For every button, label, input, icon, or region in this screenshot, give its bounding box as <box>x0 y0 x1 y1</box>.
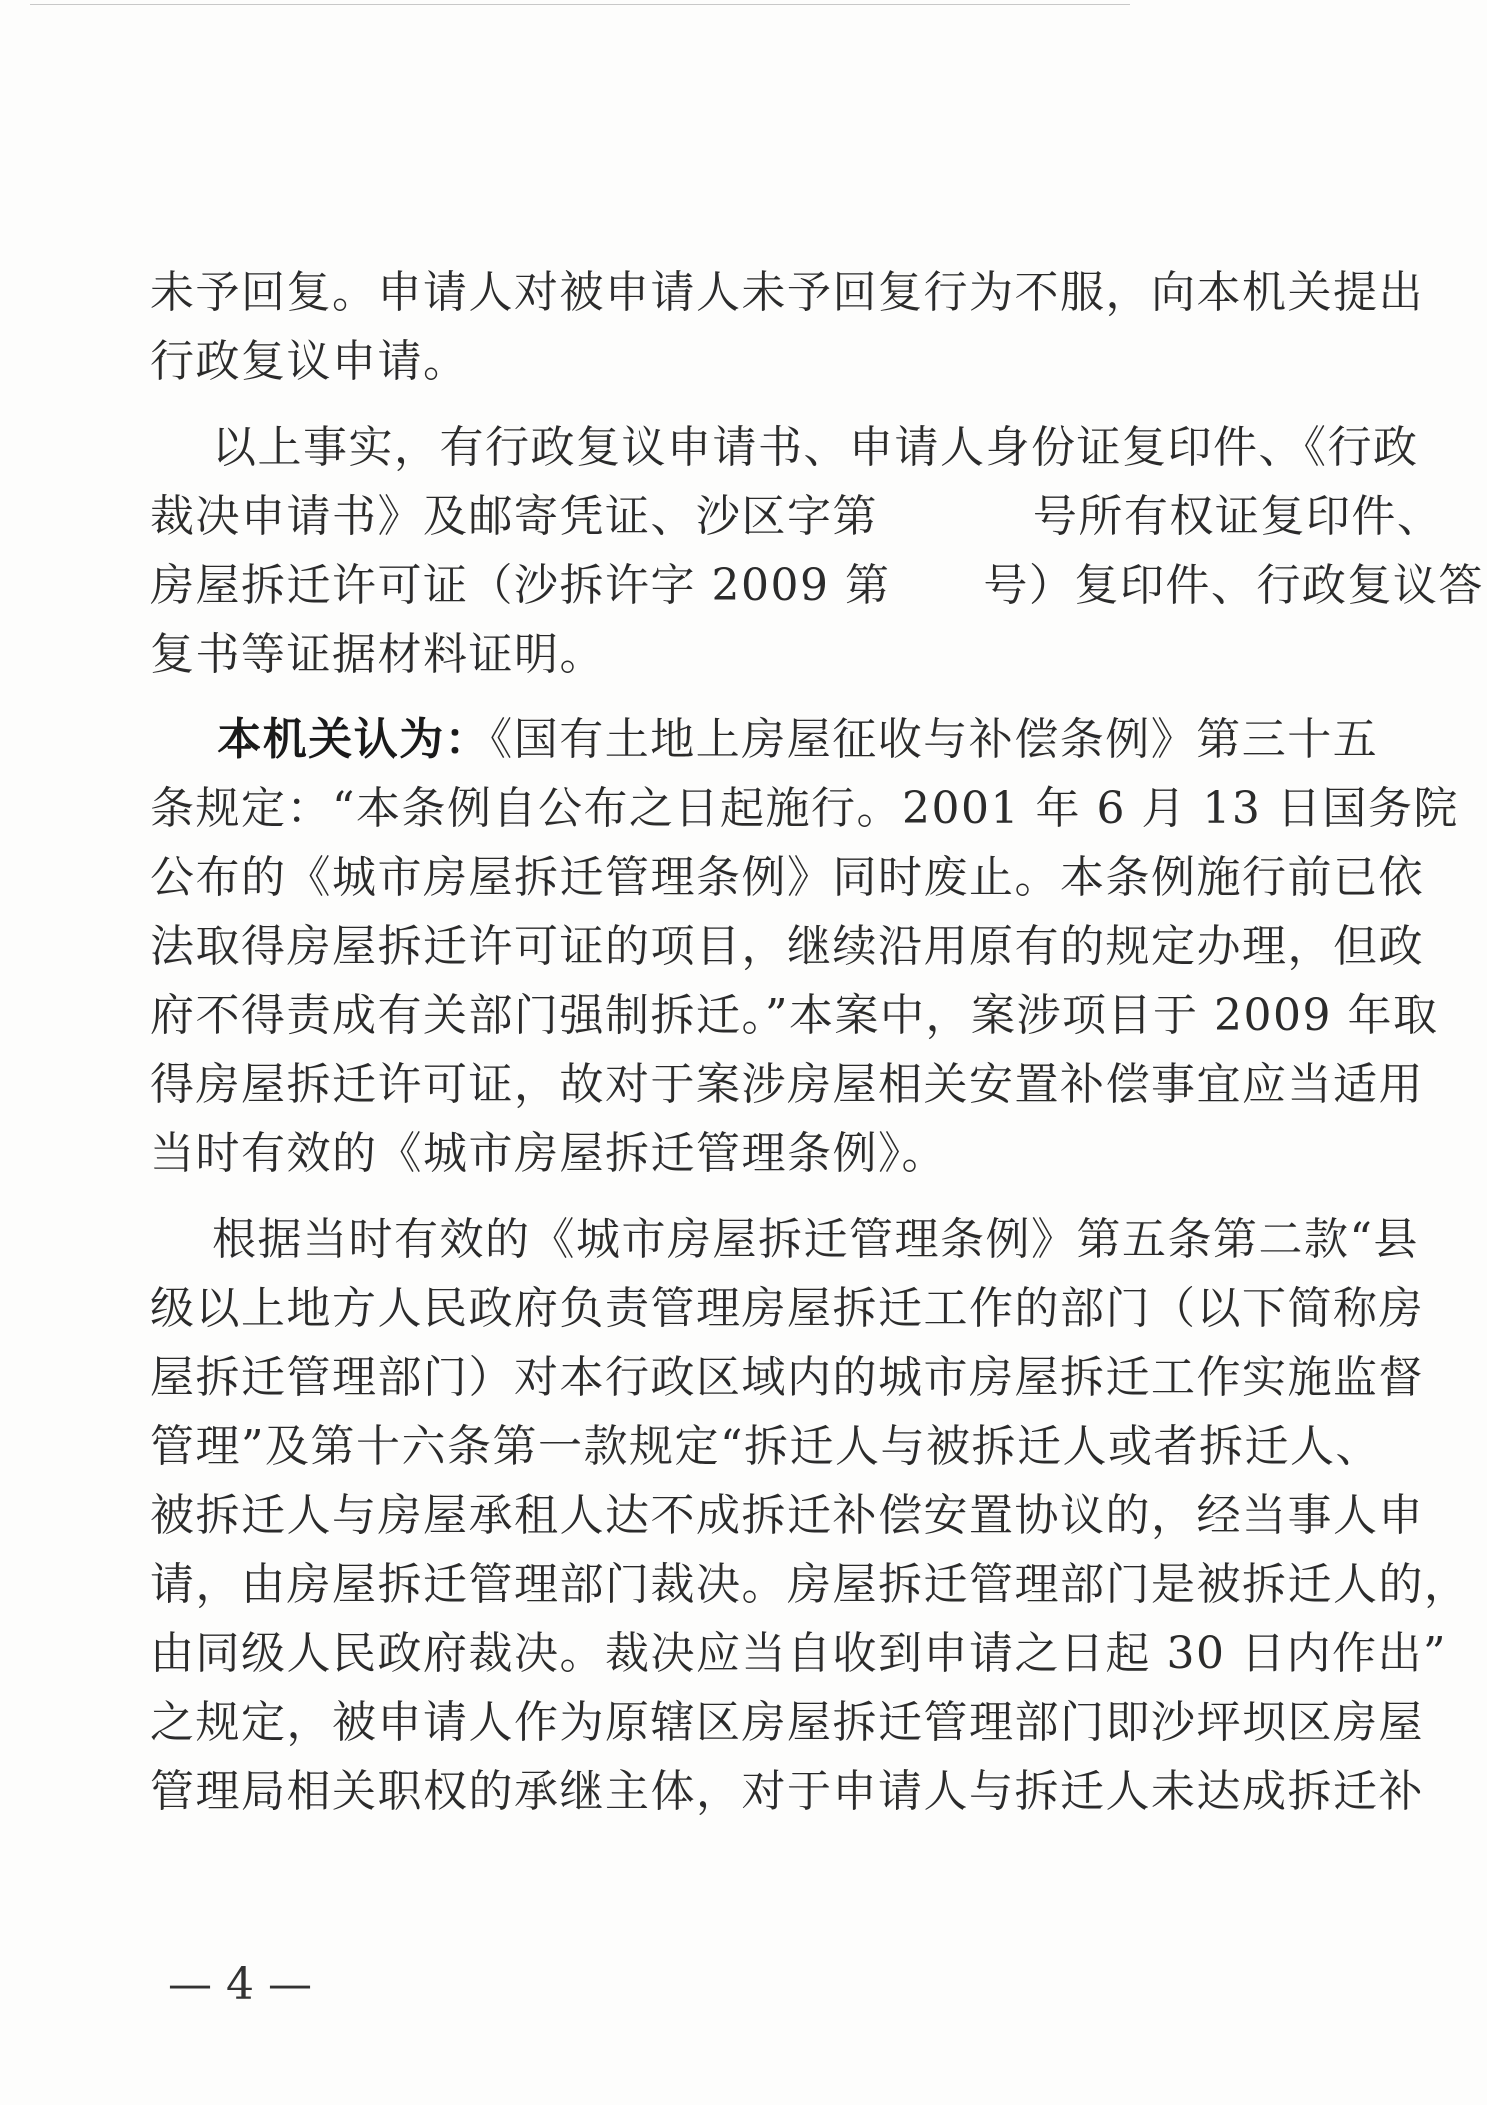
conclusion-line-1-text: 《国有土地上房屋征收与补偿条例》第三十五 <box>490 714 1379 765</box>
body-line-15: 级以上地方人民政府负责管理房屋拆迁工作的部门（以下简称房 <box>150 1283 1424 1334</box>
body-line-11: 府不得责成有关部门强制拆迁。”本案中，案涉项目于 2009 年取 <box>150 990 1439 1041</box>
body-line-21: 之规定，被申请人作为原辖区房屋拆迁管理部门即沙坪坝区房屋 <box>150 1697 1424 1748</box>
body-line-16: 屋拆迁管理部门）对本行政区域内的城市房屋拆迁工作实施监督 <box>150 1352 1424 1403</box>
top-rule <box>30 4 1130 5</box>
conclusion-lead: 本机关认为： <box>150 714 491 765</box>
page-number: — 4 — <box>168 1959 312 2010</box>
body-line-4: 裁决申请书》及邮寄凭证、沙区字第 号所有权证复印件、 <box>150 491 1443 542</box>
body-line-22: 管理局相关职权的承继主体，对于申请人与拆迁人未达成拆迁补 <box>150 1766 1424 1817</box>
body-line-19: 请，由房屋拆迁管理部门裁决。房屋拆迁管理部门是被拆迁人的， <box>150 1559 1470 1610</box>
body-line-2: 行政复议申请。 <box>150 336 469 387</box>
body-line-10: 法取得房屋拆迁许可证的项目，继续沿用原有的规定办理，但政 <box>150 921 1424 972</box>
body-line-13: 当时有效的《城市房屋拆迁管理条例》。 <box>150 1128 947 1179</box>
body-line-18: 被拆迁人与房屋承租人达不成拆迁补偿安置协议的，经当事人申 <box>150 1490 1424 1541</box>
conclusion-line-1 <box>150 710 1378 770</box>
body-line-1: 未予回复。申请人对被申请人未予回复行为不服，向本机关提出 <box>150 267 1424 318</box>
body-line-12: 得房屋拆迁许可证，故对于案涉房屋相关安置补偿事宜应当适用 <box>150 1059 1424 1110</box>
body-line-5: 房屋拆迁许可证（沙拆许字 2009 第 号）复印件、行政复议答 <box>150 560 1484 611</box>
body-line-3: 以上事实，有行政复议申请书、申请人身份证复印件、《行政 <box>150 422 1419 473</box>
body-line-20: 由同级人民政府裁决。裁决应当自收到申请之日起 30 日内作出” <box>150 1628 1447 1679</box>
body-line-17: 管理”及第十六条第一款规定“拆迁人与被拆迁人或者拆迁人、 <box>150 1421 1381 1472</box>
body-line-6: 复书等证据材料证明。 <box>150 629 605 680</box>
body-line-9: 公布的《城市房屋拆迁管理条例》同时废止。本条例施行前已依 <box>150 852 1424 903</box>
body-line-8: 条规定：“本条例自公布之日起施行。2001 年 6 月 13 日国务院 <box>150 783 1459 834</box>
body-line-14: 根据当时有效的《城市房屋拆迁管理条例》第五条第二款“县 <box>150 1214 1419 1265</box>
